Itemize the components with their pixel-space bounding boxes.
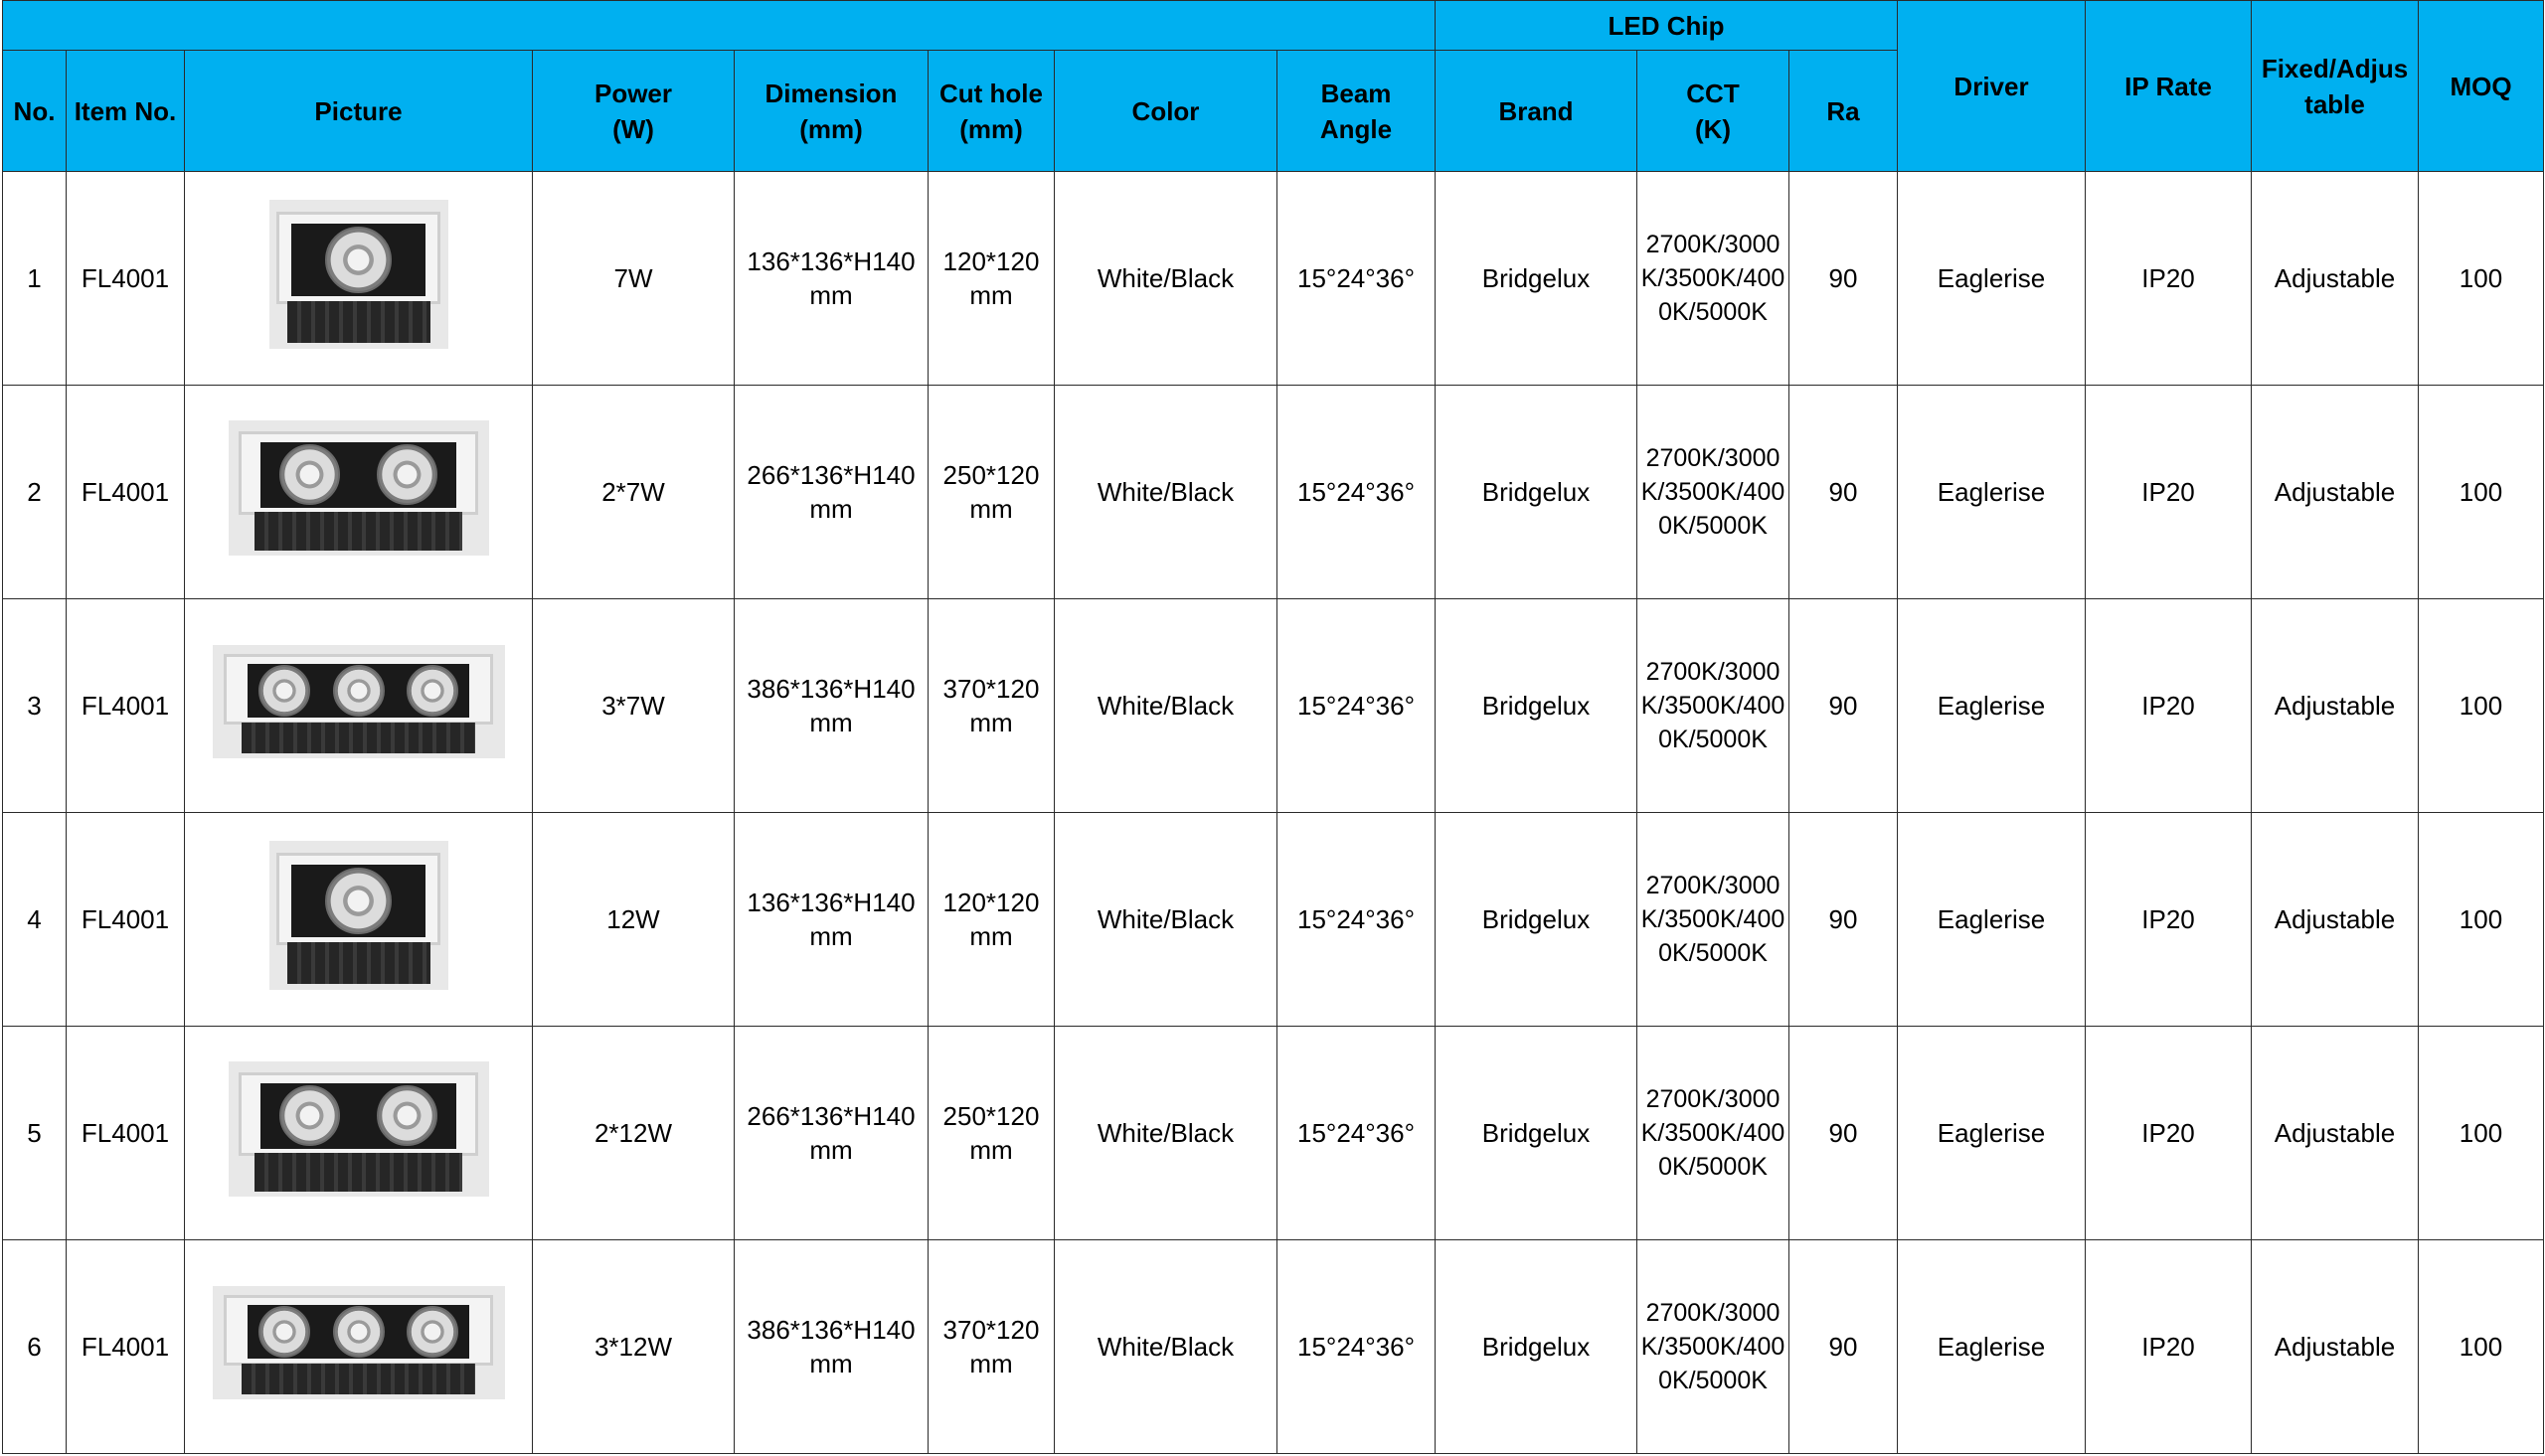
cell-driver: Eaglerise	[1898, 1240, 2086, 1454]
cell-fixed-adjustable: Adjustable	[2252, 813, 2419, 1027]
cell-no: 2	[3, 386, 67, 599]
cell-cct: 2700K/3000K/3500K/4000K/5000K	[1637, 599, 1789, 813]
cell-cut-hole: 120*120 mm	[929, 813, 1055, 1027]
header-item-no: Item No.	[67, 51, 185, 172]
cell-ra: 90	[1789, 386, 1898, 599]
product-photo	[213, 645, 505, 758]
cell-cut-hole: 370*120 mm	[929, 599, 1055, 813]
cell-beam-angle: 15°24°36°	[1277, 1027, 1436, 1240]
lamp-head-icon	[325, 227, 392, 293]
cell-driver: Eaglerise	[1898, 172, 2086, 386]
cell-cut-hole: 120*120 mm	[929, 172, 1055, 386]
header-fixed-adjustable: Fixed/Adjus table	[2252, 1, 2419, 172]
cell-fixed-adjustable: Adjustable	[2252, 599, 2419, 813]
fixture-housing-icon	[242, 723, 475, 754]
fixture-frame-icon	[276, 853, 441, 945]
product-photo	[229, 420, 489, 556]
cell-power: 2*7W	[533, 386, 735, 599]
cell-power: 3*12W	[533, 1240, 735, 1454]
cell-color: White/Black	[1055, 813, 1277, 1027]
cell-ip-rate: IP20	[2086, 599, 2252, 813]
cell-ip-rate: IP20	[2086, 386, 2252, 599]
cell-item-no: FL4001	[67, 386, 185, 599]
header-row-top	[3, 1, 2544, 51]
cell-ra: 90	[1789, 172, 1898, 386]
header-led-chip: LED Chip	[1436, 1, 1898, 51]
table-row	[3, 172, 2544, 386]
table-row	[3, 386, 2544, 599]
cell-item-no: FL4001	[67, 813, 185, 1027]
cell-brand: Bridgelux	[1436, 813, 1637, 1027]
cell-ip-rate: IP20	[2086, 1240, 2252, 1454]
cell-moq: 100	[2419, 1027, 2544, 1240]
cell-ip-rate: IP20	[2086, 813, 2252, 1027]
header-beam-angle: Beam Angle	[1277, 51, 1436, 172]
spec-table	[2, 0, 2544, 1454]
cell-beam-angle: 15°24°36°	[1277, 386, 1436, 599]
cell-picture	[185, 599, 533, 813]
cell-brand: Bridgelux	[1436, 599, 1637, 813]
cell-dimension: 136*136*H140 mm	[735, 813, 929, 1027]
header-ip-rate: IP Rate	[2086, 1, 2252, 172]
cell-fixed-adjustable: Adjustable	[2252, 1027, 2419, 1240]
lamp-head-icon	[377, 1085, 437, 1146]
header-no: No.	[3, 51, 67, 172]
cell-cut-hole: 250*120 mm	[929, 386, 1055, 599]
fixture-frame-icon	[276, 212, 441, 304]
cell-cct: 2700K/3000K/3500K/4000K/5000K	[1637, 1027, 1789, 1240]
cell-beam-angle: 15°24°36°	[1277, 172, 1436, 386]
cell-brand: Bridgelux	[1436, 1027, 1637, 1240]
cell-dimension: 386*136*H140 mm	[735, 1240, 929, 1454]
cell-fixed-adjustable: Adjustable	[2252, 386, 2419, 599]
table-row	[3, 1240, 2544, 1454]
fixture-housing-icon	[242, 1364, 475, 1395]
cell-cut-hole: 370*120 mm	[929, 1240, 1055, 1454]
cell-beam-angle: 15°24°36°	[1277, 599, 1436, 813]
cell-power: 2*12W	[533, 1027, 735, 1240]
table-body	[3, 172, 2544, 1454]
header-ra: Ra	[1789, 51, 1898, 172]
cell-cut-hole: 250*120 mm	[929, 1027, 1055, 1240]
header-power: Power (W)	[533, 51, 735, 172]
cell-item-no: FL4001	[67, 172, 185, 386]
cell-fixed-adjustable: Adjustable	[2252, 172, 2419, 386]
fixture-frame-icon	[239, 1072, 478, 1156]
cell-ra: 90	[1789, 599, 1898, 813]
cell-cct: 2700K/3000K/3500K/4000K/5000K	[1637, 1240, 1789, 1454]
header-brand: Brand	[1436, 51, 1637, 172]
cell-moq: 100	[2419, 813, 2544, 1027]
cell-item-no: FL4001	[67, 1240, 185, 1454]
product-photo	[269, 841, 448, 990]
cell-brand: Bridgelux	[1436, 386, 1637, 599]
product-photo	[269, 200, 448, 349]
lamp-head-icon	[325, 868, 392, 934]
cell-beam-angle: 15°24°36°	[1277, 1240, 1436, 1454]
cell-picture	[185, 1027, 533, 1240]
cell-ip-rate: IP20	[2086, 1027, 2252, 1240]
lamp-head-icon	[279, 1085, 340, 1146]
cell-dimension: 266*136*H140 mm	[735, 386, 929, 599]
cell-color: White/Black	[1055, 1240, 1277, 1454]
fixture-frame-icon	[224, 654, 493, 725]
cell-no: 4	[3, 813, 67, 1027]
cell-fixed-adjustable: Adjustable	[2252, 1240, 2419, 1454]
cell-ra: 90	[1789, 1240, 1898, 1454]
cell-no: 1	[3, 172, 67, 386]
cell-brand: Bridgelux	[1436, 172, 1637, 386]
cell-ra: 90	[1789, 813, 1898, 1027]
cell-item-no: FL4001	[67, 599, 185, 813]
cell-beam-angle: 15°24°36°	[1277, 813, 1436, 1027]
lamp-head-icon	[407, 665, 458, 717]
header-blank-band	[3, 1, 1436, 51]
cell-moq: 100	[2419, 599, 2544, 813]
header-picture: Picture	[185, 51, 533, 172]
lamp-head-icon	[333, 1306, 385, 1358]
cell-brand: Bridgelux	[1436, 1240, 1637, 1454]
cell-ra: 90	[1789, 1027, 1898, 1240]
cell-color: White/Black	[1055, 599, 1277, 813]
fixture-housing-icon	[287, 301, 430, 343]
cell-no: 5	[3, 1027, 67, 1240]
cell-driver: Eaglerise	[1898, 813, 2086, 1027]
cell-driver: Eaglerise	[1898, 599, 2086, 813]
fixture-frame-icon	[224, 1295, 493, 1366]
header-driver: Driver	[1898, 1, 2086, 172]
cell-picture	[185, 172, 533, 386]
cell-item-no: FL4001	[67, 1027, 185, 1240]
lamp-head-icon	[377, 444, 437, 505]
lamp-head-icon	[279, 444, 340, 505]
cell-dimension: 266*136*H140 mm	[735, 1027, 929, 1240]
cell-moq: 100	[2419, 386, 2544, 599]
cell-color: White/Black	[1055, 386, 1277, 599]
lamp-head-icon	[258, 1306, 310, 1358]
cell-cct: 2700K/3000K/3500K/4000K/5000K	[1637, 386, 1789, 599]
fixture-frame-icon	[239, 431, 478, 515]
header-moq: MOQ	[2419, 1, 2544, 172]
cell-cct: 2700K/3000K/3500K/4000K/5000K	[1637, 172, 1789, 386]
fixture-housing-icon	[254, 1153, 463, 1191]
cell-picture	[185, 1240, 533, 1454]
product-photo	[229, 1061, 489, 1197]
cell-moq: 100	[2419, 172, 2544, 386]
header-cut-hole: Cut hole (mm)	[929, 51, 1055, 172]
lamp-head-icon	[333, 665, 385, 717]
cell-picture	[185, 386, 533, 599]
fixture-housing-icon	[287, 942, 430, 984]
cell-driver: Eaglerise	[1898, 386, 2086, 599]
header-cct: CCT (K)	[1637, 51, 1789, 172]
cell-driver: Eaglerise	[1898, 1027, 2086, 1240]
cell-picture	[185, 813, 533, 1027]
cell-no: 6	[3, 1240, 67, 1454]
cell-color: White/Black	[1055, 172, 1277, 386]
fixture-housing-icon	[254, 512, 463, 550]
product-photo	[213, 1286, 505, 1399]
cell-power: 3*7W	[533, 599, 735, 813]
table-row	[3, 599, 2544, 813]
cell-ip-rate: IP20	[2086, 172, 2252, 386]
cell-power: 12W	[533, 813, 735, 1027]
cell-moq: 100	[2419, 1240, 2544, 1454]
table-row	[3, 813, 2544, 1027]
cell-color: White/Black	[1055, 1027, 1277, 1240]
lamp-head-icon	[407, 1306, 458, 1358]
header-color: Color	[1055, 51, 1277, 172]
cell-power: 7W	[533, 172, 735, 386]
cell-cct: 2700K/3000K/3500K/4000K/5000K	[1637, 813, 1789, 1027]
table-row	[3, 1027, 2544, 1240]
cell-dimension: 386*136*H140 mm	[735, 599, 929, 813]
cell-dimension: 136*136*H140 mm	[735, 172, 929, 386]
lamp-head-icon	[258, 665, 310, 717]
cell-no: 3	[3, 599, 67, 813]
header-dimension: Dimension (mm)	[735, 51, 929, 172]
